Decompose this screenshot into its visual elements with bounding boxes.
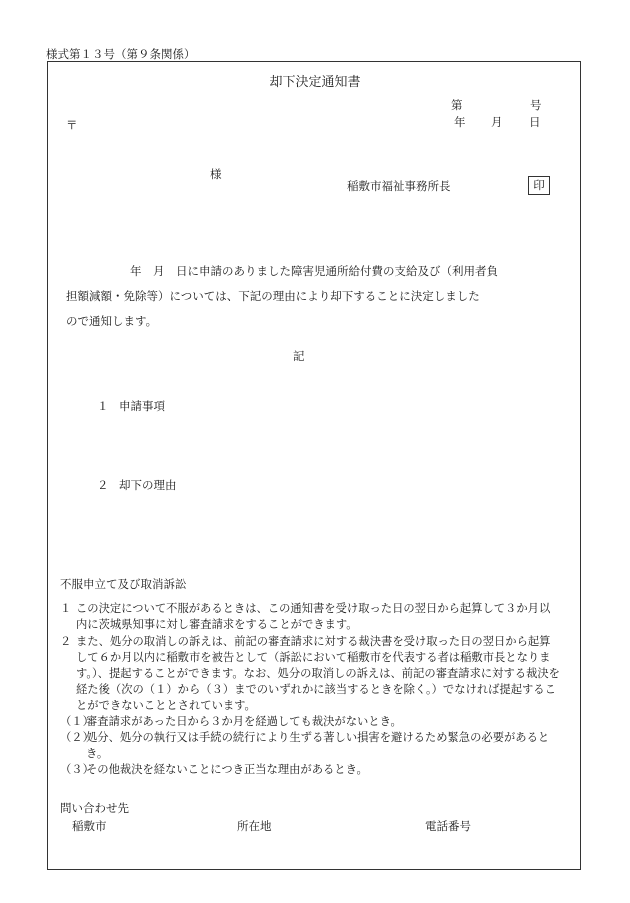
appeal-sub-1 <box>60 714 560 730</box>
date-day: 日 <box>529 115 541 129</box>
appeal-para-1-text: この決定について不服があるときは、この通知書を受け取った日の翌日から起算して３か月以内に茨城県知事に対し審査請求をすることができます。 <box>76 602 551 631</box>
appeal-sub-2-number: （２） <box>60 731 94 744</box>
ki-heading: 記 <box>293 349 305 363</box>
date-year: 年 <box>454 115 466 129</box>
body-line-2: 担額減額・免除等）については、下記の理由により却下することに決定しました <box>66 289 480 303</box>
body-line-1: 年 月 日に申請のありました障害児通所給付費の支給及び（利用者負 <box>130 264 498 278</box>
appeal-sub-3-number: （３） <box>60 763 94 776</box>
sender-name: 稲敷市福祉事務所長 <box>347 179 451 193</box>
contact-heading: 問い合わせ先 <box>60 801 129 815</box>
contact-address-label: 所在地 <box>237 819 272 833</box>
contact-phone-label: 電話番号 <box>425 819 471 833</box>
appeal-sub-3-text: その他裁決を経ないことにつき正当な理由があるとき。 <box>86 763 368 776</box>
appeal-sub-2 <box>60 730 560 762</box>
date-month: 月 <box>491 115 503 129</box>
appeal-para-1-number: １ <box>60 602 72 615</box>
appeal-sub-1-number: （１） <box>60 715 94 728</box>
appeal-para-2 <box>60 634 560 714</box>
seal-mark: 印 <box>528 176 550 195</box>
appeal-heading: 不服申立て及び取消訴訟 <box>60 577 187 591</box>
appeal-para-2-number: ２ <box>60 635 72 648</box>
item-number-2: ２ <box>97 478 109 492</box>
body-line-3: ので通知します。 <box>66 314 158 328</box>
form-number-label: 様式第１３号（第９条関係） <box>46 47 196 61</box>
number-suffix: 号 <box>530 98 542 112</box>
number-prefix: 第 <box>451 98 463 112</box>
appeal-paragraphs <box>60 601 560 778</box>
contact-org: 稲敷市 <box>72 819 107 833</box>
item-label-reason: 却下の理由 <box>119 478 177 492</box>
appeal-sub-2-text: 処分、処分の執行又は手続の続行により生ずる著しい損害を避けるため緊急の必要があるとき。 <box>86 731 550 760</box>
appeal-para-1 <box>60 601 560 633</box>
appeal-para-2-text: また、処分の取消しの訴えは、前記の審査請求に対する裁決書を受け取った日の翌日から起算して６か月以内に稲敷市を被告として（訴訟において稲敷市を代表する者は稲敷市長となります。）、提起することができます。なお、処分の取消しの訴えは、前記の審査請求に対する裁決を経た後（次の（１）から（３）までのいずれかに該当するときを除く。）でなければ提起することができないこととされています。 <box>76 635 560 712</box>
appeal-sub-3 <box>60 762 560 778</box>
document-title: 却下決定通知書 <box>269 75 361 90</box>
item-number-1: １ <box>97 399 109 413</box>
recipient-suffix: 様 <box>210 167 222 181</box>
appeal-sub-1-text: 審査請求があった日から３か月を経過しても裁決がないとき。 <box>86 715 402 728</box>
postal-mark: 〒 <box>66 118 78 132</box>
item-label-application: 申請事項 <box>119 399 165 413</box>
